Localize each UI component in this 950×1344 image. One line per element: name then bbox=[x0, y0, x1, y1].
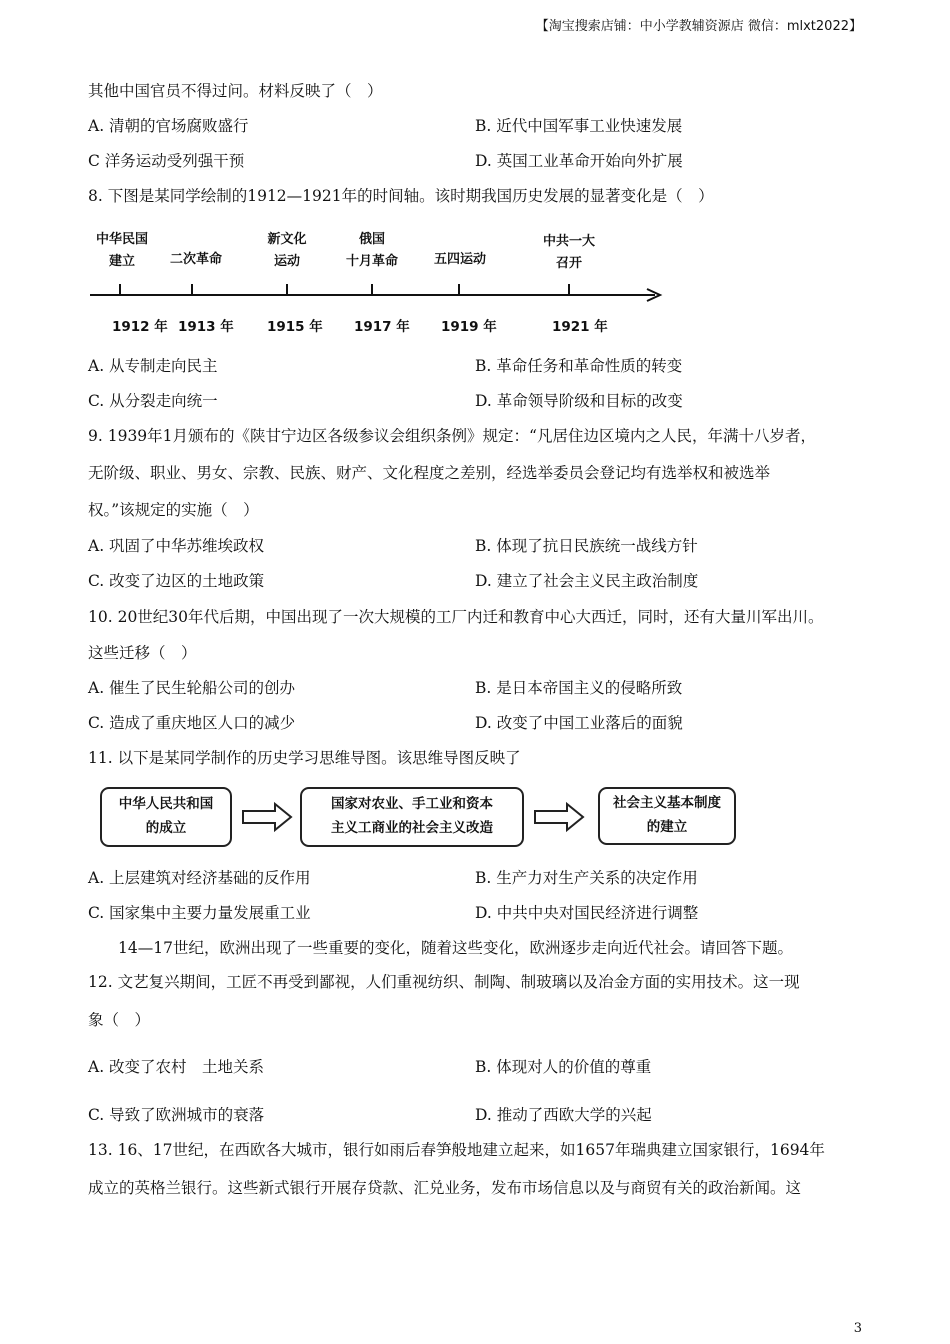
q12-option-c: C. 导致了欧洲城市的衰落 bbox=[88, 1106, 265, 1124]
q10-option-d: D. 改变了中国工业落后的面貌 bbox=[475, 714, 683, 732]
timeline-event-1919: 五四运动 bbox=[433, 252, 486, 267]
page-header: 【淘宝搜索店铺：中小学教辅资源店 微信：mlxt2022】 bbox=[535, 19, 862, 34]
arrow-right-icon bbox=[535, 804, 583, 830]
q8-stem: 8. 下图是某同学绘制的1912—1921年的时间轴。该时期我国历史发展的显著变化是（ ） bbox=[88, 187, 714, 205]
q9-option-c: C. 改变了边区的土地政策 bbox=[88, 572, 265, 590]
q8-option-d: D. 革命领导阶级和目标的改变 bbox=[475, 392, 683, 410]
q12-option-d: D. 推动了西欧大学的兴起 bbox=[475, 1106, 652, 1124]
q7-option-c: C 洋务运动受列强干预 bbox=[88, 152, 245, 170]
timeline-event-1917: 俄国 十月革命 bbox=[345, 232, 398, 270]
q7-stem-tail: 其他中国官员不得过问。材料反映了（ ） bbox=[88, 82, 383, 100]
q7-option-a: A. 清朝的官场腐败盛行 bbox=[88, 117, 249, 135]
q11-option-b: B. 生产力对生产关系的决定作用 bbox=[475, 869, 698, 887]
q13-stem-line1: 13. 16、17世纪，在西欧各大城市，银行如雨后春笋般地建立起来，如1657年瑞典建立国家银行，1694年 bbox=[88, 1141, 825, 1159]
arrow-right-icon bbox=[243, 804, 291, 830]
q12-stem-line2: 象（ ） bbox=[88, 1011, 151, 1029]
q9-option-d: D. 建立了社会主义民主政治制度 bbox=[475, 572, 699, 590]
q11-option-a: A. 上层建筑对经济基础的反作用 bbox=[88, 869, 311, 887]
q13-stem-line2: 成立的英格兰银行。这些新式银行开展存贷款、汇兑业务，发布市场信息以及与商贸有关的政治新闻。这 bbox=[88, 1179, 802, 1197]
q8-option-c: C. 从分裂走向统一 bbox=[88, 392, 218, 410]
q10-option-c: C. 造成了重庆地区人口的减少 bbox=[88, 714, 296, 732]
q10-stem-line2: 这些迁移（ ） bbox=[88, 644, 197, 662]
mindmap-box-socialist-system: 社会主义基本制度 的建立 bbox=[598, 787, 736, 845]
q8-option-b: B. 革命任务和革命性质的转变 bbox=[475, 357, 683, 375]
timeline-year-1912: 1912 年 bbox=[112, 319, 168, 335]
timeline-event-1913: 二次革命 bbox=[169, 252, 222, 267]
q11-stem: 11. 以下是某同学制作的历史学习思维导图。该思维导图反映了 bbox=[88, 749, 521, 767]
timeline-year-1913: 1913 年 bbox=[178, 319, 234, 335]
mindmap-box-socialist-transformation: 国家对农业、手工业和资本 主义工商业的社会主义改造 bbox=[300, 787, 524, 847]
q9-stem-line1: 9. 1939年1月颁布的《陕甘宁边区各级参议会组织条例》规定：“凡居住边区境内之人民，年满十八岁者， bbox=[88, 427, 816, 445]
q12-option-b: B. 体现对人的价值的尊重 bbox=[475, 1058, 652, 1076]
q11-option-c: C. 国家集中主要力量发展重工业 bbox=[88, 904, 311, 922]
q9-stem-line2: 无阶级、职业、男女、宗教、民族、财产、文化程度之差别，经选举委员会登记均有选举权和被选举 bbox=[88, 464, 771, 482]
timeline-year-1921: 1921 年 bbox=[552, 319, 608, 335]
timeline-event-1921: 中共一大 召开 bbox=[542, 234, 595, 272]
q10-option-b: B. 是日本帝国主义的侵略所致 bbox=[475, 679, 683, 697]
q11-option-d: D. 中共中央对国民经济进行调整 bbox=[475, 904, 699, 922]
q12-stem-line1: 12. 文艺复兴期间，工匠不再受到鄙视，人们重视纺织、制陶、制玻璃以及冶金方面的实用技术。这一现 bbox=[88, 973, 800, 991]
q9-option-b: B. 体现了抗日民族统一战线方针 bbox=[475, 537, 698, 555]
timeline-event-1912: 中华民国 建立 bbox=[95, 232, 148, 270]
mindmap-box-prc-founding: 中华人民共和国 的成立 bbox=[100, 787, 232, 847]
q7-option-d: D. 英国工业革命开始向外扩展 bbox=[475, 152, 683, 170]
timeline-event-1915: 新文化 运动 bbox=[267, 232, 307, 270]
timeline-year-1917: 1917 年 bbox=[354, 319, 410, 335]
q7-option-b: B. 近代中国军事工业快速发展 bbox=[475, 117, 683, 135]
page-number: 3 bbox=[853, 1321, 862, 1336]
q9-option-a: A. 巩固了中华苏维埃政权 bbox=[88, 537, 265, 555]
timeline-year-1915: 1915 年 bbox=[267, 319, 323, 335]
q10-stem-line1: 10. 20世纪30年代后期，中国出现了一次大规模的工厂内迁和教育中心大西迁，同时，还有大量川军出川。 bbox=[88, 608, 824, 626]
timeline-year-1919: 1919 年 bbox=[441, 319, 497, 335]
q12-option-a: A. 改变了农村 土地关系 bbox=[88, 1058, 265, 1076]
q8-option-a: A. 从专制走向民主 bbox=[88, 357, 218, 375]
q9-stem-line3: 权。”该规定的实施（ ） bbox=[88, 501, 259, 519]
q10-option-a: A. 催生了民生轮船公司的创办 bbox=[88, 679, 296, 697]
section-intro: 14—17世纪，欧洲出现了一些重要的变化，随着这些变化，欧洲逐步走向近代社会。请回答下题。 bbox=[118, 939, 793, 957]
